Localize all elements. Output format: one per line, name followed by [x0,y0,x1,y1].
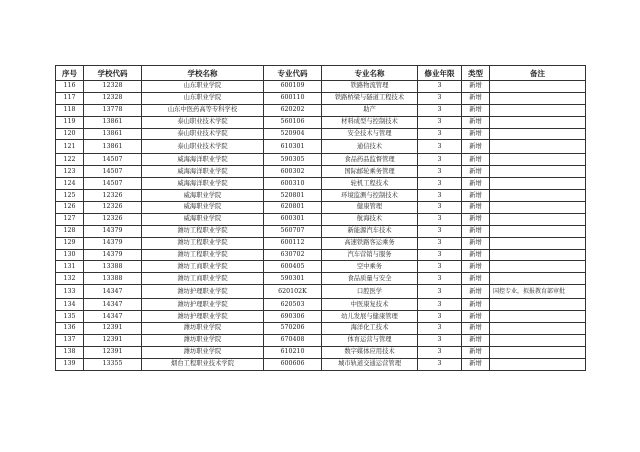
cell-duration: 3 [418,225,462,237]
cell-school-code: 14507 [84,154,142,166]
cell-remarks [490,104,586,116]
cell-index: 117 [56,92,84,104]
cell-index: 123 [56,166,84,178]
cell-school-name: 潍坊工程职业学院 [142,237,264,249]
cell-duration: 3 [418,202,462,214]
table-row [56,261,586,273]
cell-type: 新增 [462,334,490,346]
cell-duration: 3 [418,346,462,358]
cell-index: 130 [56,249,84,261]
cell-major-code: 600109 [264,81,322,93]
cell-major-code: 570206 [264,323,322,335]
cell-major-code: 630702 [264,249,322,261]
table-row [56,92,586,104]
header-duration: 修业年限 [418,66,462,81]
cell-major-name: 材料成型与控制技术 [322,116,418,128]
cell-school-code: 12326 [84,190,142,202]
cell-school-code: 12391 [84,323,142,335]
cell-major-name: 安全技术与管理 [322,128,418,140]
cell-duration: 3 [418,249,462,261]
cell-index: 126 [56,202,84,214]
cell-major-name: 铁路物流管理 [322,81,418,93]
cell-remarks: 国控专业，拟报教育部审批 [490,285,586,299]
cell-school-code: 13778 [84,104,142,116]
cell-type: 新增 [462,237,490,249]
cell-type: 新增 [462,116,490,128]
cell-type: 新增 [462,261,490,273]
cell-type: 新增 [462,311,490,323]
cell-major-code: 520801 [264,190,322,202]
cell-major-name: 海洋化工技术 [322,323,418,335]
cell-remarks [490,213,586,225]
cell-school-code: 12326 [84,213,142,225]
cell-school-name: 潍坊职业学院 [142,323,264,335]
cell-type: 新增 [462,178,490,190]
cell-major-name: 国际邮轮乘务管理 [322,166,418,178]
cell-major-code: 600405 [264,261,322,273]
cell-school-name: 泰山职业技术学院 [142,116,264,128]
cell-duration: 3 [418,128,462,140]
cell-type: 新增 [462,249,490,261]
cell-duration: 3 [418,358,462,370]
cell-remarks [490,261,586,273]
cell-school-name: 威海职业学院 [142,190,264,202]
cell-duration: 3 [418,154,462,166]
cell-school-name: 潍坊工商职业学院 [142,273,264,285]
header-school-code: 学校代码 [84,66,142,81]
cell-major-code: 600112 [264,237,322,249]
cell-duration: 3 [418,81,462,93]
cell-index: 131 [56,261,84,273]
cell-duration: 3 [418,92,462,104]
header-remarks: 备注 [490,66,586,81]
cell-type: 新增 [462,128,490,140]
cell-major-name: 口腔医学 [322,285,418,299]
cell-duration: 3 [418,273,462,285]
cell-major-name: 环境监测与控制技术 [322,190,418,202]
cell-major-name: 通信技术 [322,140,418,154]
cell-school-name: 潍坊护理职业学院 [142,299,264,311]
cell-school-name: 威海海洋职业学院 [142,154,264,166]
cell-school-name: 潍坊护理职业学院 [142,311,264,323]
cell-school-name: 山东职业学院 [142,81,264,93]
cell-duration: 3 [418,299,462,311]
table-row [56,285,586,299]
header-index: 序号 [56,66,84,81]
cell-school-name: 山东职业学院 [142,92,264,104]
table-row [56,166,586,178]
cell-major-code: 600302 [264,166,322,178]
major-list-table [55,65,586,371]
cell-school-name: 潍坊工程职业学院 [142,249,264,261]
cell-duration: 3 [418,334,462,346]
cell-major-name: 高速铁路客运乘务 [322,237,418,249]
table-row [56,323,586,335]
cell-school-code: 12328 [84,81,142,93]
cell-major-name: 数字媒体应用技术 [322,346,418,358]
cell-index: 137 [56,334,84,346]
cell-school-code: 14507 [84,178,142,190]
cell-type: 新增 [462,154,490,166]
cell-school-name: 泰山职业技术学院 [142,128,264,140]
header-major-code: 专业代码 [264,66,322,81]
cell-remarks [490,166,586,178]
table-row [56,225,586,237]
cell-remarks [490,178,586,190]
cell-school-name: 山东中医药高等专科学校 [142,104,264,116]
table-row [56,273,586,285]
cell-major-code: 610301 [264,140,322,154]
cell-duration: 3 [418,261,462,273]
cell-school-name: 威海职业学院 [142,213,264,225]
cell-index: 132 [56,273,84,285]
cell-school-name: 潍坊护理职业学院 [142,285,264,299]
cell-remarks [490,202,586,214]
table-body [56,81,586,371]
table-row [56,116,586,128]
cell-major-name: 新能源汽车技术 [322,225,418,237]
cell-duration: 3 [418,190,462,202]
table-row [56,346,586,358]
cell-major-name: 幼儿发展与健康管理 [322,311,418,323]
table-row [56,154,586,166]
table-row [56,104,586,116]
cell-duration: 3 [418,237,462,249]
table-row [56,334,586,346]
table-row [56,213,586,225]
cell-remarks [490,128,586,140]
cell-duration: 3 [418,104,462,116]
cell-school-code: 12391 [84,346,142,358]
cell-remarks [490,154,586,166]
cell-remarks [490,346,586,358]
table-row [56,81,586,93]
cell-type: 新增 [462,81,490,93]
cell-duration: 3 [418,323,462,335]
cell-index: 138 [56,346,84,358]
cell-duration: 3 [418,285,462,299]
cell-index: 125 [56,190,84,202]
cell-major-name: 健康管理 [322,202,418,214]
cell-remarks [490,311,586,323]
cell-school-code: 14379 [84,225,142,237]
table-header-row [56,66,586,81]
cell-remarks [490,92,586,104]
cell-major-code: 560707 [264,225,322,237]
cell-duration: 3 [418,140,462,154]
cell-index: 133 [56,285,84,299]
cell-major-code: 600606 [264,358,322,370]
cell-school-code: 12391 [84,334,142,346]
cell-school-code: 13388 [84,261,142,273]
cell-major-code: 600310 [264,178,322,190]
cell-index: 136 [56,323,84,335]
cell-major-code: 670408 [264,334,322,346]
cell-major-code: 560106 [264,116,322,128]
cell-school-name: 潍坊职业学院 [142,334,264,346]
cell-school-name: 威海职业学院 [142,202,264,214]
header-type: 类型 [462,66,490,81]
cell-major-code: 610210 [264,346,322,358]
cell-index: 135 [56,311,84,323]
cell-major-code: 600110 [264,92,322,104]
table-row [56,358,586,370]
cell-index: 116 [56,81,84,93]
cell-school-code: 14347 [84,299,142,311]
cell-remarks [490,237,586,249]
cell-major-name: 中医康复技术 [322,299,418,311]
cell-type: 新增 [462,202,490,214]
cell-school-code: 14379 [84,249,142,261]
cell-index: 129 [56,237,84,249]
cell-major-name: 航海技术 [322,213,418,225]
cell-type: 新增 [462,225,490,237]
cell-index: 120 [56,128,84,140]
cell-index: 118 [56,104,84,116]
cell-major-name: 食品药品监督管理 [322,154,418,166]
cell-major-code: 620202 [264,104,322,116]
cell-major-name: 轮机工程技术 [322,178,418,190]
cell-type: 新增 [462,104,490,116]
cell-type: 新增 [462,140,490,154]
cell-remarks [490,190,586,202]
cell-school-code: 13861 [84,128,142,140]
cell-school-code: 13861 [84,116,142,128]
cell-type: 新增 [462,92,490,104]
cell-major-code: 620102K [264,285,322,299]
cell-index: 127 [56,213,84,225]
cell-type: 新增 [462,285,490,299]
cell-remarks [490,116,586,128]
cell-major-code: 590305 [264,154,322,166]
cell-school-name: 泰山职业技术学院 [142,140,264,154]
cell-major-name: 城市轨道交通运营管理 [322,358,418,370]
cell-duration: 3 [418,116,462,128]
document-page [55,65,585,371]
cell-index: 139 [56,358,84,370]
cell-remarks [490,140,586,154]
cell-remarks [490,225,586,237]
cell-type: 新增 [462,323,490,335]
cell-duration: 3 [418,178,462,190]
cell-remarks [490,249,586,261]
cell-remarks [490,358,586,370]
cell-index: 134 [56,299,84,311]
cell-major-code: 600301 [264,213,322,225]
cell-duration: 3 [418,311,462,323]
cell-type: 新增 [462,299,490,311]
cell-major-code: 620801 [264,202,322,214]
table-row [56,140,586,154]
cell-school-name: 潍坊工程职业学院 [142,225,264,237]
cell-index: 124 [56,178,84,190]
cell-school-code: 14347 [84,311,142,323]
cell-major-code: 590301 [264,273,322,285]
cell-major-code: 690306 [264,311,322,323]
cell-remarks [490,323,586,335]
table-row [56,249,586,261]
cell-type: 新增 [462,166,490,178]
cell-remarks [490,299,586,311]
cell-major-name: 汽车营销与服务 [322,249,418,261]
cell-type: 新增 [462,358,490,370]
table-row [56,299,586,311]
cell-major-name: 食品质量与安全 [322,273,418,285]
table-row [56,202,586,214]
cell-duration: 3 [418,213,462,225]
cell-major-name: 空中乘务 [322,261,418,273]
cell-school-code: 13861 [84,140,142,154]
table-row [56,190,586,202]
cell-type: 新增 [462,213,490,225]
cell-major-code: 620503 [264,299,322,311]
header-school-name: 学校名称 [142,66,264,81]
cell-remarks [490,273,586,285]
cell-major-name: 助产 [322,104,418,116]
cell-school-code: 13355 [84,358,142,370]
cell-school-code: 14379 [84,237,142,249]
cell-school-code: 12328 [84,92,142,104]
table-row [56,178,586,190]
cell-major-name: 体育运营与管理 [322,334,418,346]
cell-school-name: 潍坊工商职业学院 [142,261,264,273]
cell-index: 128 [56,225,84,237]
table-row [56,128,586,140]
cell-school-code: 13388 [84,273,142,285]
header-major-name: 专业名称 [322,66,418,81]
cell-major-name: 铁路桥梁与隧道工程技术 [322,92,418,104]
cell-school-code: 14507 [84,166,142,178]
cell-school-code: 12326 [84,202,142,214]
cell-school-code: 14347 [84,285,142,299]
cell-type: 新增 [462,273,490,285]
cell-duration: 3 [418,166,462,178]
cell-type: 新增 [462,190,490,202]
cell-school-name: 威海海洋职业学院 [142,178,264,190]
cell-school-name: 潍坊职业学院 [142,346,264,358]
table-row [56,237,586,249]
cell-remarks [490,334,586,346]
cell-type: 新增 [462,346,490,358]
cell-major-code: 520904 [264,128,322,140]
table-row [56,311,586,323]
cell-school-name: 威海海洋职业学院 [142,166,264,178]
cell-index: 119 [56,116,84,128]
cell-school-name: 烟台工程职业技术学院 [142,358,264,370]
cell-remarks [490,81,586,93]
cell-index: 122 [56,154,84,166]
cell-index: 121 [56,140,84,154]
